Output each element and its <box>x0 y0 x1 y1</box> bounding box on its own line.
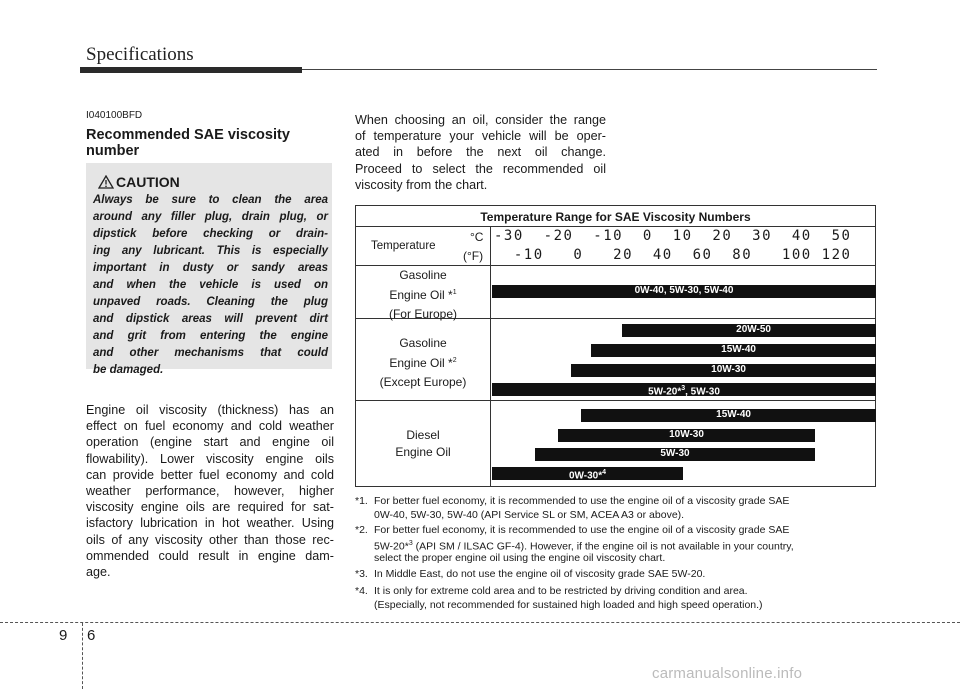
footnotes <box>355 494 877 614</box>
bar-diesel-15w40: 15W-40 <box>581 409 876 422</box>
footnote-number: *4. <box>355 585 368 597</box>
paragraph-line: effect on fuel economy and cold weather <box>86 419 334 434</box>
intro-paragraph <box>355 112 606 193</box>
header-rule-thick <box>80 67 302 73</box>
header-rule-thin <box>302 69 877 70</box>
footnote-number: *2. <box>355 524 368 536</box>
row-label-line: Diesel <box>406 428 440 442</box>
row-label-line: (For Europe) <box>388 307 458 321</box>
watermark: carmanualsonline.info <box>652 665 803 682</box>
footnote-text: In Middle East, do not use the engine oil of viscosity grade SAE 5W-20. <box>374 568 706 580</box>
temperature-label: Temperature <box>371 240 436 252</box>
row-label-line: Gasoline <box>399 268 447 282</box>
bar-label: 0W-30* <box>568 470 603 482</box>
caution-line: and other mechanisms that could <box>93 347 328 359</box>
table-divider <box>355 226 876 227</box>
row-label-line: (Except Europe) <box>379 375 467 389</box>
bar-diesel-5w30: 5W-30 <box>535 448 815 461</box>
bar-label: 5W-20* <box>648 386 682 398</box>
fahrenheit-scale: -10 0 20 40 60 80 100 120 <box>494 247 852 263</box>
paragraph-line: viscosity engine oils are required for sat- <box>86 500 334 515</box>
bar-10w30: 10W-30 <box>571 364 876 377</box>
heading-line: Recommended SAE viscosity <box>86 127 290 143</box>
heading-line: number <box>86 143 140 159</box>
paragraph-line: isfactory lubrication in hot weather. Using <box>86 516 334 531</box>
paragraph-line: operation (engine start and engine oil <box>86 435 334 450</box>
footnote-text: For better fuel economy, it is recommended to use the engine oil of a viscosity grade SAE <box>374 524 790 536</box>
bar-20w50: 20W-50 <box>622 324 876 337</box>
caution-line: important in dusty or sandy areas <box>93 262 328 274</box>
footnote-fragment: 5W-20* <box>374 540 409 553</box>
paragraph-line: age. <box>86 565 111 580</box>
footnote-marker: 1 <box>452 289 457 296</box>
table-divider <box>355 265 876 266</box>
paragraph-line: of temperature your vehicle will be oper- <box>355 129 606 144</box>
row-label-line: Gasoline <box>399 336 447 350</box>
celsius-scale: -30 -20 -10 0 10 20 30 40 50 <box>494 228 852 244</box>
bar-label: , 5W-30 <box>685 386 720 398</box>
section-code: I040100BFD <box>86 110 143 121</box>
body-paragraph <box>86 402 334 580</box>
page-number: 6 <box>87 627 96 644</box>
footnote-text: It is only for extreme cold area and to be restricted by driving condition and area. <box>374 585 748 597</box>
paragraph-line: Engine oil viscosity (thickness) has an <box>86 403 334 417</box>
footer-dashed-divider <box>82 623 83 689</box>
row-label-line: Engine Oil <box>395 445 451 459</box>
paragraph-line: oils of any viscosity other than those rec- <box>86 532 334 547</box>
row-label-diesel <box>356 427 490 461</box>
caution-line: and dipstick areas will prevent dirt <box>93 313 328 325</box>
caution-line: dipstick before checking or drain- <box>93 228 328 240</box>
caution-title: CAUTION <box>116 174 180 190</box>
table-title: Temperature Range for SAE Viscosity Numbers <box>480 210 751 224</box>
row-label-text: Engine Oil * <box>389 288 453 302</box>
caution-line: unpaved roads. Cleaning the plug <box>93 296 328 308</box>
paragraph-line: flowability). Lower viscosity engine oils <box>86 451 334 466</box>
footnote-text: select the proper engine oil using the engine oil viscosity chart. <box>374 552 666 564</box>
caution-line: around any filler plug, drain plug, or <box>93 211 328 223</box>
row-label-line <box>356 284 490 304</box>
fahrenheit-unit: (°F) <box>463 249 484 263</box>
caution-line: be damaged. <box>93 364 164 376</box>
footnote-marker: 2 <box>452 357 457 364</box>
paragraph-line: Proceed to select the recommended oil <box>355 161 606 176</box>
celsius-unit: °C <box>470 230 484 244</box>
table-divider-vertical <box>490 226 491 487</box>
footnote-marker: 4 <box>602 469 607 476</box>
paragraph-line: weather performance, however, higher <box>86 484 334 499</box>
caution-line: Always be sure to clean the area <box>93 194 328 206</box>
paragraph-line: ated in before the next oil change. <box>355 145 606 160</box>
section-heading <box>86 127 326 159</box>
row-label-gasoline-except-europe <box>356 335 490 391</box>
caution-line: ing any lubricant. This is especially <box>93 245 328 257</box>
bar-15w40: 15W-40 <box>591 344 876 357</box>
section-header-title: Specifications <box>86 44 194 65</box>
bar-5w20-5w30 <box>492 383 876 396</box>
footnote-text: (Especially, not recommended for sustained high loaded and high speed operation.) <box>374 599 763 611</box>
bar-diesel-10w30: 10W-30 <box>558 429 815 442</box>
paragraph-line: viscosity from the chart. <box>355 177 488 192</box>
paragraph-line: When choosing an oil, consider the range <box>355 113 606 127</box>
row-label-gasoline-europe <box>356 267 490 323</box>
page-section-number: 9 <box>59 627 68 644</box>
table-divider <box>355 400 876 401</box>
footer-dashed-rule <box>0 622 960 623</box>
footnote-marker: 3 <box>681 385 686 392</box>
paragraph-line: ommended could result in engine dam- <box>86 548 334 563</box>
caution-text <box>93 192 328 379</box>
caution-line: and when the vehicle is used on <box>93 279 328 291</box>
warning-triangle-icon <box>98 175 114 189</box>
footnote-number: *1. <box>355 495 368 507</box>
footnote-fragment: (API SM / ILSAC GF-4). However, if the engine oil is not available in your country, <box>412 540 794 553</box>
caution-line: and grit from entering the engine <box>93 330 328 342</box>
footnote-marker: 3 <box>408 540 413 547</box>
footnote-text: 0W-40, 5W-30, 5W-40 (API Service SL or SM, ACEA A3 or above). <box>374 509 685 521</box>
bar-diesel-0w30 <box>492 467 683 480</box>
paragraph-line: can provide better fuel economy and cold <box>86 467 334 482</box>
footnote-number: *3. <box>355 568 368 580</box>
row-label-line <box>356 352 490 372</box>
footnote-text: For better fuel economy, it is recommended to use the engine oil of a viscosity grade SAE <box>374 495 790 507</box>
row-label-text: Engine Oil * <box>389 356 453 370</box>
bar-europe-all-grades: 0W-40, 5W-30, 5W-40 <box>492 285 876 298</box>
